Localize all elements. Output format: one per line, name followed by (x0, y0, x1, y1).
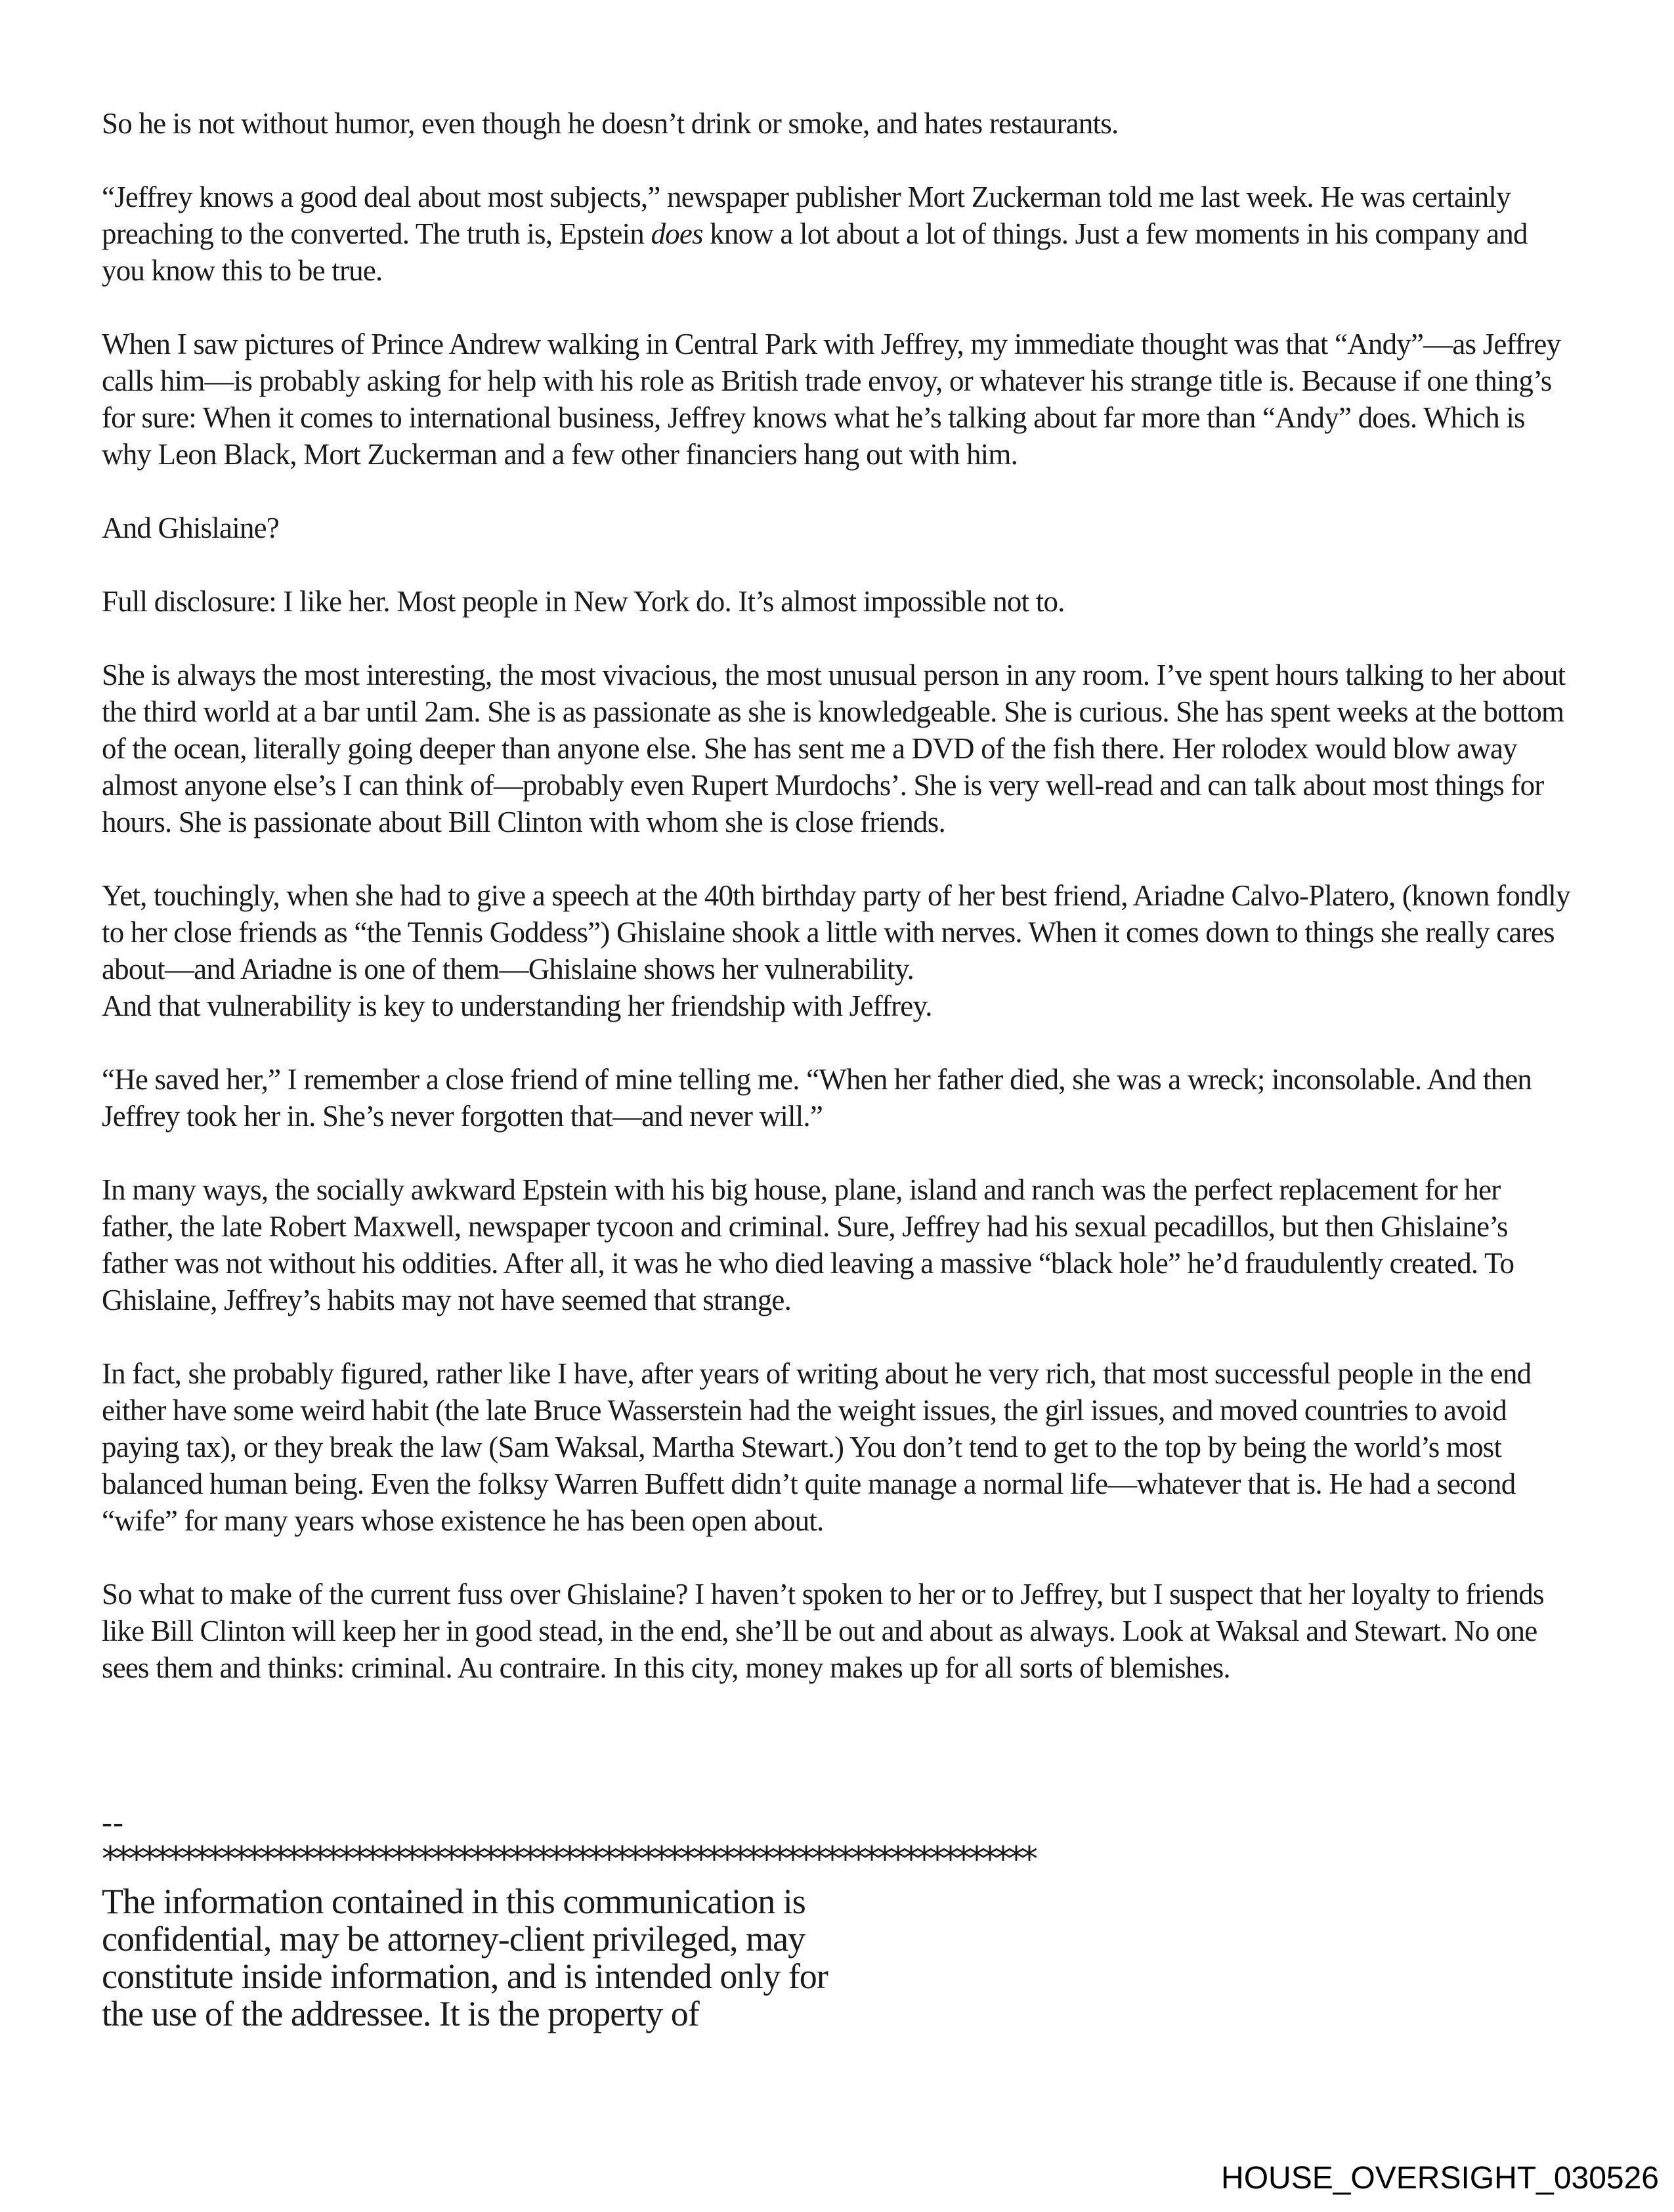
document-paragraph: She is always the most interesting, the most vivacious, the most unusual person in any room. I’ve spent hours talking to her about the third world at a bar until 2am. She is as passionate as she is knowledgeable. She is curious. She has spent weeks at the bottom of the ocean, literally going deeper than anyone else. She has sent me a DVD of the fish there. Her rolodex would blow away almost anyone else’s I can think of—probably even Rupert Murdochs’. She is very well-read and can talk about most things for hours. She is passionate about Bill Clinton with whom she is close friends. (102, 659, 1566, 838)
document-paragraph: In fact, she probably figured, rather like I have, after years of writing about he very rich, that most successful people in the end either have some weird habit (the late Bruce Wasserstein had the weight issues, the girl issues, and moved countries to avoid paying tax), or they break the law (Sam Waksal, Martha Stewart.) You don’t tend to get to the top by being the world’s most balanced human being. Even the folksy Warren Buffett didn’t quite manage a normal life—whatever that is. He had a second “wife” for many years whose existence he has been open about. (102, 1357, 1532, 1537)
asterisk-divider: *********************************************************************** (102, 1840, 1034, 1879)
email-signature-block (102, 1804, 1572, 2033)
document-paragraph: So he is not without humor, even though he doesn’t drink or smoke, and hates restaurants. (102, 107, 1119, 140)
document-content (102, 105, 1572, 2033)
signature-delimiter: -- (102, 1805, 124, 1840)
document-body (102, 105, 1572, 1686)
confidentiality-disclaimer: The information contained in this communication is confidential, may be attorney-client privileged, may constitute inside information, and is intended only for the use of the addressee. It is the property of (102, 1882, 828, 2033)
document-paragraph: And Ghislaine? (102, 511, 279, 544)
document-paragraph: So what to make of the current fuss over Ghislaine? I haven’t spoken to her or to Jeffrey, but I suspect that her loyalty to friends like Bill Clinton will keep her in good stead, in the end, she’ll be out and about as always. Look at Waksal and Stewart. No one sees them and thinks: criminal. Au contraire. In this city, money makes up for all sorts of blemishes. (102, 1578, 1544, 1684)
document-paragraph: Yet, touchingly, when she had to give a speech at the 40th birthday party of her best friend, Ariadne Calvo-Platero, (known fondly to her close friends as “the Tennis Goddess”) Ghislaine shook a little with nerves. When it comes down to things she really cares about—and Ariadne is one of them—Ghislaine shows her vulnerability. And that vulnerability is key to understanding her friendship with Jeffrey. (102, 879, 1570, 1022)
document-paragraph: “He saved her,” I remember a close friend of mine telling me. “When her father died, she was a wreck; inconsolable. And then Jeffrey took her in. She’s never forgotten that—and never will.” (102, 1063, 1532, 1133)
document-paragraph: When I saw pictures of Prince Andrew walking in Central Park with Jeffrey, my immediate thought was that “Andy”—as Jeffrey calls him—is probably asking for help with his role as British trade envoy, or whatever his strange title is. Because if one thing’s for sure: When it comes to international business, Jeffrey knows what he’s talking about far more than “Andy” does. Which is why Leon Black, Mort Zuckerman and a few other financiers hang out with him. (102, 328, 1561, 471)
bates-number: HOUSE_OVERSIGHT_030526 (1221, 2161, 1659, 2196)
document-paragraph: In many ways, the socially awkward Epstein with his big house, plane, island and ranch was the perfect replacement for her father, the late Robert Maxwell, newspaper tycoon and criminal. Sure, Jeffrey had his sexual pecadillos, but then Ghislaine’s father was not without his oddities. After all, it was he who died leaving a massive “black hole” he’d fraudulently created. To Ghislaine, Jeffrey’s habits may not have seemed that strange. (102, 1173, 1514, 1316)
document-paragraph: “Jeffrey knows a good deal about most subjects,” newspaper publisher Mort Zuckerman told me last week. He was certainly preaching to the converted. The truth is, Epstein does know a lot about a lot of things. Just a few moments in his company and you know this to be true. (102, 181, 1528, 287)
document-paragraph: Full disclosure: I like her. Most people in New York do. It’s almost impossible not to. (102, 585, 1065, 618)
